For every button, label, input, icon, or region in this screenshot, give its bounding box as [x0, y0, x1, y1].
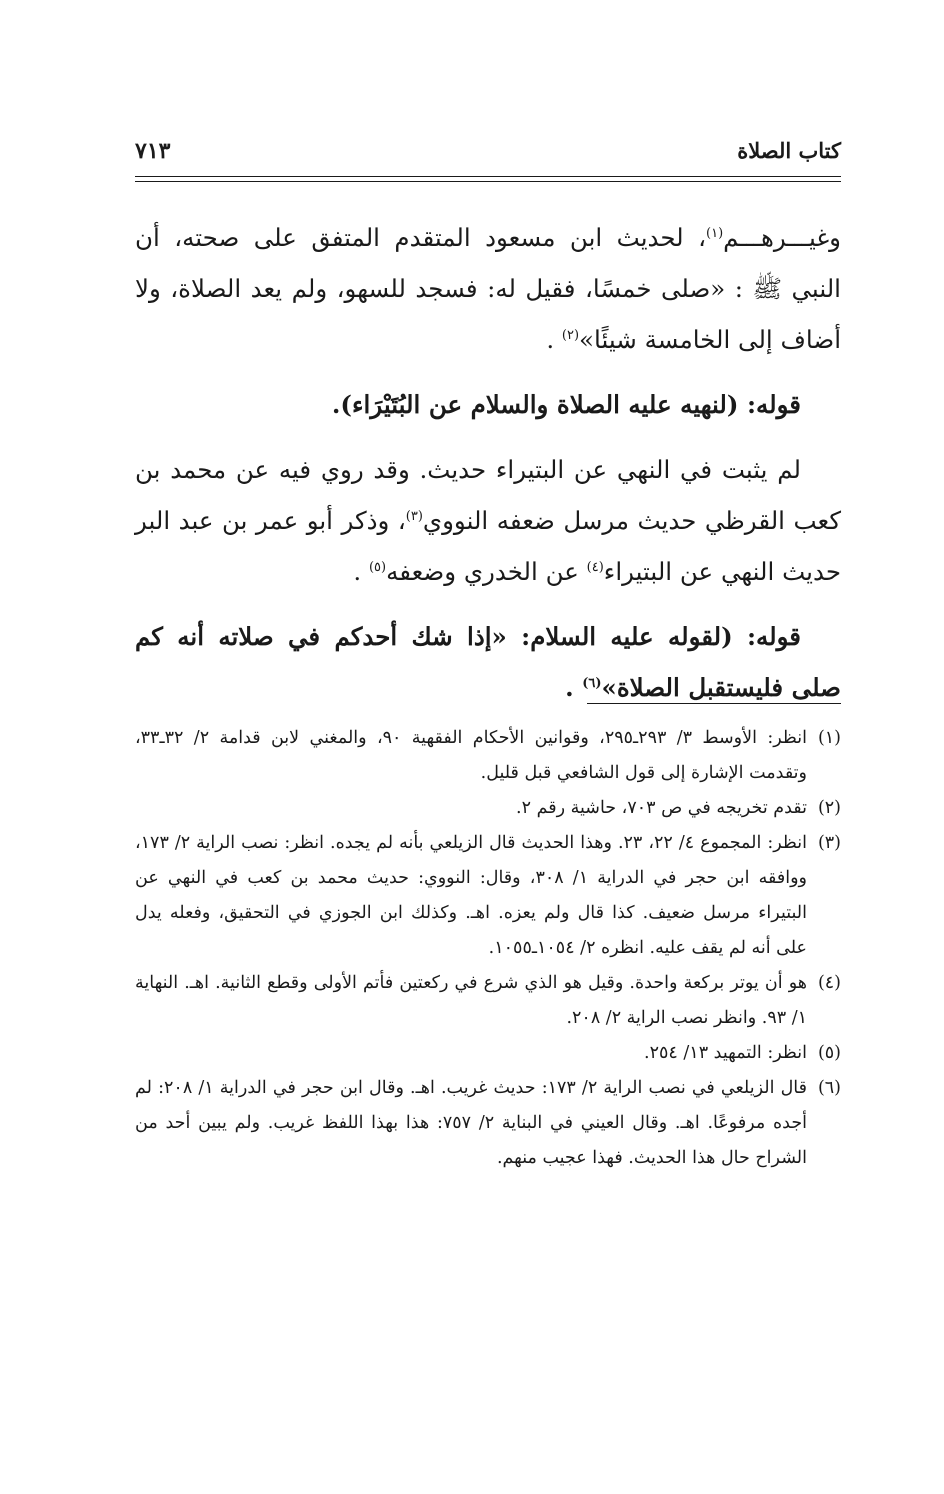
paragraph-3-text-a: لم يثبت في النهي عن البتيراء حديث. وقد روي فيه عن محمد بن كعب القرظي حديث مرسل ضعفه النووي — [135, 455, 841, 535]
footnote-text: انظر: المجموع ٤/ ٢٢، ٢٣. وهذا الحديث قال الزيلعي بأنه لم يجده. انظر: نصب الراية ٢/ ١٧٣، ووافقه ابن حجر في الدراية ١/ ٣٠٨، وقال: النووي: حديث محمد بن كعب في النهي عن البتيراء مرسل ضعيف. كذا قال ولم يعزه. اهـ. وكذلك ابن الجوزي في التحقيق، وفعله يدل على أنه لم يقف عليه. انظره ٢/ ١٠٥٤ـ١٠٥٥. — [135, 833, 807, 958]
paragraph-3-text-c: عن الخدري وضعفه — [386, 557, 587, 586]
footnote-3 — [135, 826, 841, 966]
footnote-ref-6: (٦) — [582, 675, 602, 691]
footnote-ref-1: (١) — [706, 225, 724, 241]
footnote-text: قال الزيلعي في نصب الراية ٢/ ١٧٣: حديث غريب. اهـ. وقال ابن حجر في الدراية ١/ ٢٠٨: لم أجده مرفوعًا. اهـ. وقال العيني في البناية ٢/ ٧٥٧: هذا بهذا اللفظ غريب. ولم يبين أحد من الشراح حال هذا الحديث. فهذا عجيب منهم. — [135, 1078, 808, 1168]
footnote-number: (٢) — [817, 798, 841, 818]
paragraph-1 — [135, 212, 841, 365]
paragraph-4-text-a: قوله: (لقوله عليه السلام: «إذا شك أحدكم في صلاته أنه كم صلى فليستقبل الصلاة» — [135, 622, 841, 702]
footnote-2 — [135, 791, 841, 826]
page-number: ٧١٣ — [135, 138, 171, 164]
header-rule-top — [135, 176, 841, 177]
paragraph-4-text-b: . — [565, 673, 583, 702]
footnote-ref-4: (٤) — [586, 559, 604, 575]
footnote-4 — [135, 966, 841, 1036]
footnote-number: (٤) — [817, 973, 841, 993]
paragraph-1-text-b: ، لحديث ابن مسعود المتقدم المتفق على صحته، أن النبي ﷺ : «صلى خمسًا، فقيل له: فسجد للسهو، ولم يعد الصلاة، ولا أضاف إلى الخامسة شيئًا» — [135, 223, 841, 354]
footnote-ref-2: (٢) — [561, 327, 580, 343]
paragraph-4-heading — [135, 611, 841, 713]
main-text — [135, 212, 841, 713]
paragraph-3-text-b: ، وذكر أبو عمر بن عبد البر حديث النهي عن البتيراء — [135, 506, 841, 586]
footnote-text: انظر: التمهيد ١٣/ ٢٥٤. — [644, 1043, 807, 1063]
footnote-ref-3: (٣) — [405, 508, 423, 524]
paragraph-2-heading: قوله: (لنهيه عليه الصلاة والسلام عن البُتَيْرَاء). — [331, 390, 801, 419]
footnote-6 — [135, 1071, 841, 1176]
footnote-number: (٦) — [817, 1078, 841, 1098]
paragraph-3-text-d: . — [353, 557, 369, 586]
footnote-number: (٥) — [817, 1043, 841, 1063]
footnote-text: تقدم تخريجه في ص ٧٠٣، حاشية رقم ٢. — [516, 798, 807, 818]
footnote-text: انظر: الأوسط ٣/ ٢٩٣ـ٢٩٥، وقوانين الأحكام الفقهية ٩٠، والمغني لابن قدامة ٢/ ٣٢ـ٣٣، وتقدمت الإشارة إلى قول الشافعي قبل قليل. — [135, 728, 807, 783]
paragraph-1-text-c: . — [546, 325, 562, 354]
footnote-5 — [135, 1036, 841, 1071]
header-rule-bottom — [135, 181, 841, 182]
footnote-number: (١) — [817, 728, 841, 748]
paragraph-1-text-a: وغيـــرهـــم — [723, 223, 841, 252]
running-header — [135, 138, 841, 178]
footnotes — [135, 721, 841, 1176]
chapter-title: كتاب الصلاة — [737, 138, 841, 163]
footnote-1 — [135, 721, 841, 791]
footnote-separator — [587, 703, 841, 704]
footnote-ref-5: (٥) — [368, 559, 387, 575]
paragraph-3 — [135, 444, 841, 597]
footnote-number: (٣) — [817, 833, 841, 853]
footnote-text: هو أن يوتر بركعة واحدة. وقيل هو الذي شرع في ركعتين فأتم الأولى وقطع الثانية. اهـ. النهاية ١/ ٩٣. وانظر نصب الراية ٢/ ٢٠٨. — [135, 973, 807, 1028]
